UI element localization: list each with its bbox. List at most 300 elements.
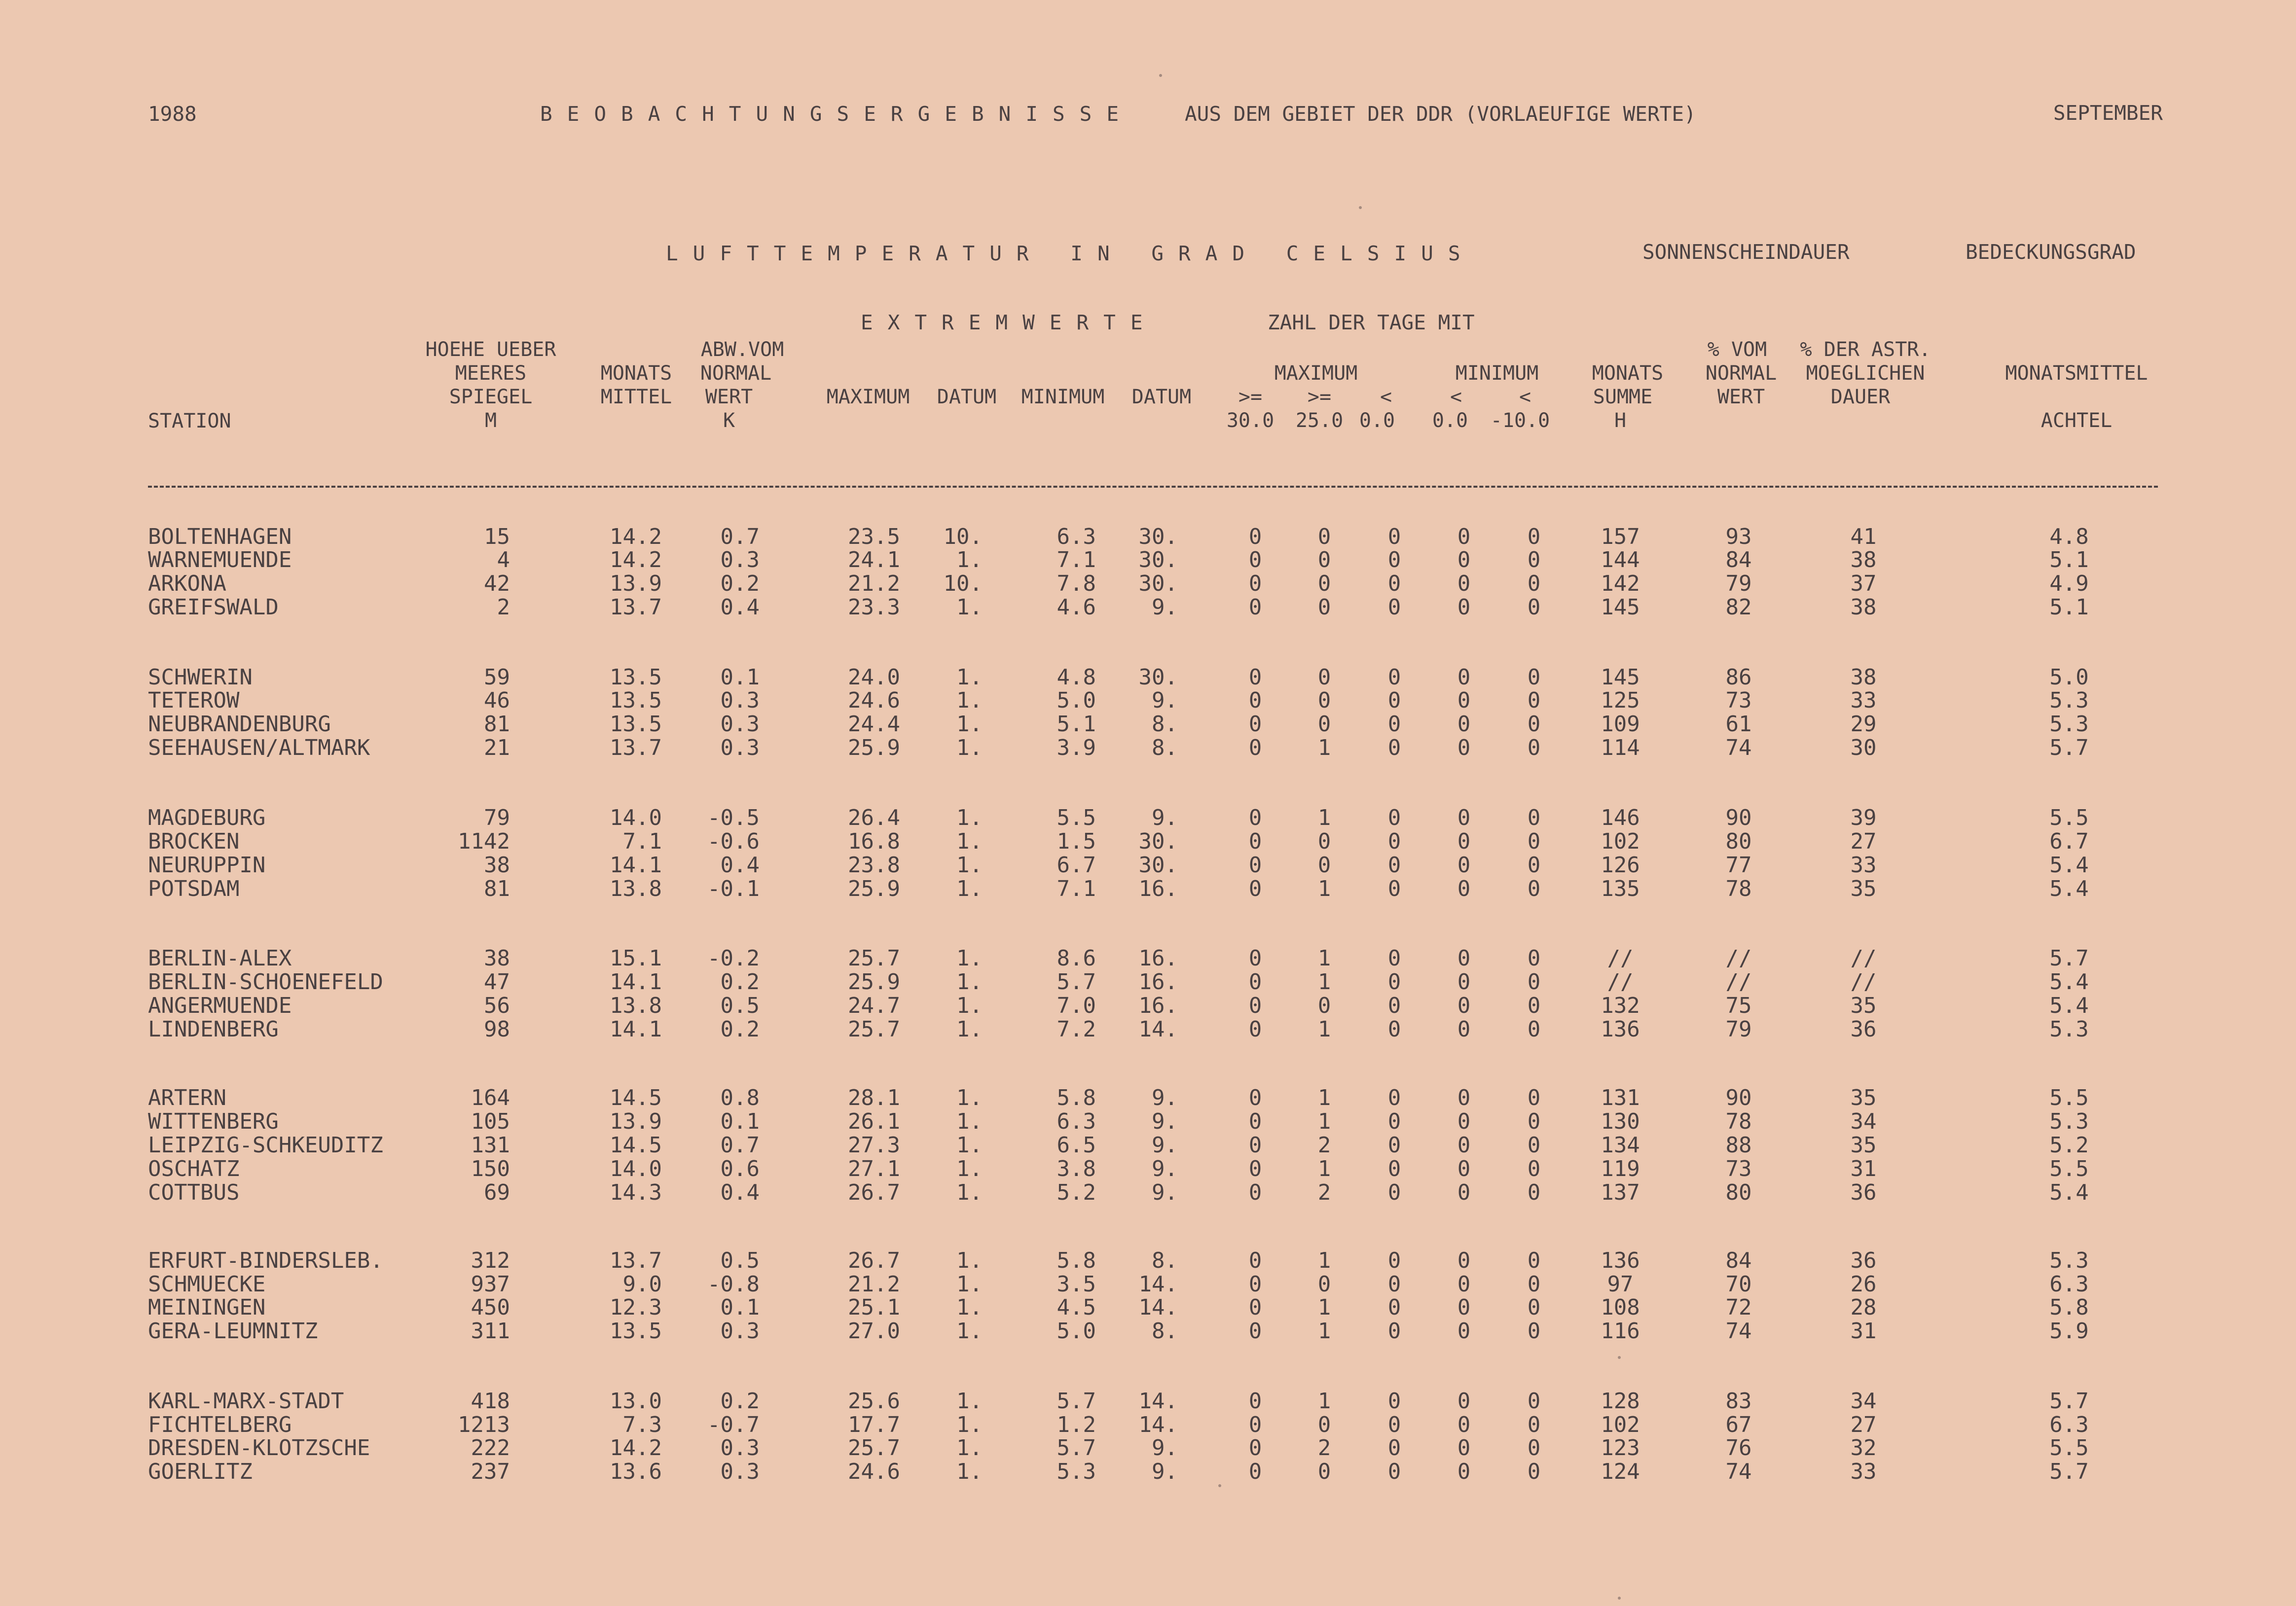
- cell-dmin: 16.: [1138, 969, 1178, 995]
- cell-t3: 0: [1387, 1389, 1401, 1414]
- cell-min: 5.7: [1057, 969, 1096, 995]
- cell-abw: 0.3: [720, 547, 760, 572]
- cell-pa: 41: [1850, 524, 1877, 549]
- cell-summe: 97: [1607, 1272, 1634, 1297]
- cell-dmax: 1.: [956, 1435, 983, 1461]
- cell-t4: 0: [1457, 1156, 1471, 1181]
- cell-t2: 0: [1317, 547, 1331, 572]
- cell-t5: 0: [1527, 853, 1541, 878]
- cell-dmin: 9.: [1152, 1109, 1178, 1134]
- cell-min: 5.7: [1057, 1435, 1096, 1461]
- cell-hoehe: 79: [484, 805, 510, 830]
- cell-pa: 32: [1850, 1435, 1877, 1461]
- cell-mittel: 14.1: [610, 1017, 662, 1042]
- cell-summe: 146: [1601, 805, 1640, 830]
- cell-t3: 0: [1387, 1017, 1401, 1042]
- cell-hoehe: 164: [471, 1085, 510, 1110]
- cell-dmin: 8.: [1152, 735, 1178, 760]
- cell-pn: 76: [1725, 1435, 1752, 1461]
- cell-bed: 5.7: [2049, 735, 2089, 760]
- cell-dmax: 1.: [956, 1272, 983, 1297]
- col-datum-min: DATUM: [1131, 386, 1192, 408]
- cell-mittel: 14.2: [610, 547, 662, 572]
- cell-t2: 1: [1317, 735, 1331, 760]
- cell-t4: 0: [1457, 993, 1471, 1018]
- cell-bed: 6.3: [2049, 1412, 2089, 1437]
- cell-abw: 0.4: [720, 853, 760, 878]
- cell-pn: 70: [1725, 1272, 1752, 1297]
- col-abw-2: NORMAL: [700, 362, 772, 385]
- cell-hoehe: 81: [484, 876, 510, 901]
- cell-t2: 1: [1317, 969, 1331, 995]
- cell-bed: 5.8: [2049, 1295, 2089, 1320]
- col-pct-normal-2: NORMAL: [1705, 362, 1777, 385]
- paper-speck: [1618, 1356, 1621, 1359]
- cell-summe: 128: [1601, 1389, 1640, 1414]
- cell-abw: 0.3: [720, 712, 760, 737]
- cell-max: 21.2: [848, 571, 900, 596]
- cell-t3: 0: [1387, 1295, 1401, 1320]
- cell-min: 5.5: [1057, 805, 1096, 830]
- cell-bed: 6.3: [2049, 1272, 2089, 1297]
- cell-dmin: 14.: [1138, 1272, 1178, 1297]
- cell-min: 1.2: [1057, 1412, 1096, 1437]
- cell-max: 28.1: [848, 1085, 900, 1110]
- cell-pn: 93: [1725, 524, 1752, 549]
- cell-dmin: 30.: [1138, 524, 1178, 549]
- cell-t1: 0: [1248, 665, 1262, 690]
- cell-dmax: 1.: [956, 1180, 983, 1205]
- cell-dmax: 1.: [956, 993, 983, 1018]
- col-tage-op-4: <: [1450, 386, 1462, 408]
- cell-pa: 30: [1850, 735, 1877, 760]
- cell-bed: 5.4: [2049, 876, 2089, 901]
- cell-abw: 0.3: [720, 1459, 760, 1484]
- cell-t4: 0: [1457, 571, 1471, 596]
- cell-hoehe: 47: [484, 969, 510, 995]
- cell-t5: 0: [1527, 876, 1541, 901]
- cell-max: 26.4: [848, 805, 900, 830]
- cell-t3: 0: [1387, 1435, 1401, 1461]
- cell-pa: 35: [1850, 993, 1877, 1018]
- cell-max: 25.9: [848, 735, 900, 760]
- cell-max: 24.0: [848, 665, 900, 690]
- cell-t4: 0: [1457, 1109, 1471, 1134]
- cell-t4: 0: [1457, 735, 1471, 760]
- cell-t4: 0: [1457, 547, 1471, 572]
- cell-summe: 102: [1601, 829, 1640, 854]
- cell-t3: 0: [1387, 688, 1401, 713]
- cell-pn: 78: [1725, 1109, 1752, 1134]
- cell-dmax: 1.: [956, 595, 983, 620]
- cell-mittel: 13.0: [610, 1389, 662, 1414]
- cell-hoehe: 42: [484, 571, 510, 596]
- cell-dmax: 1.: [956, 735, 983, 760]
- cell-bed: 5.3: [2049, 712, 2089, 737]
- cell-max: 27.0: [848, 1319, 900, 1344]
- cell-dmin: 14.: [1138, 1017, 1178, 1042]
- cell-pn: 61: [1725, 712, 1752, 737]
- cell-summe: 126: [1601, 853, 1640, 878]
- cell-t4: 0: [1457, 595, 1471, 620]
- cell-min: 1.5: [1057, 829, 1096, 854]
- cell-pn: 90: [1725, 805, 1752, 830]
- col-pct-astr-3: DAUER: [1830, 386, 1891, 408]
- cell-t2: 0: [1317, 1459, 1331, 1484]
- station-name: DRESDEN-KLOTZSCHE: [148, 1435, 370, 1461]
- cell-dmin: 8.: [1152, 712, 1178, 737]
- cell-pa: //: [1850, 969, 1877, 995]
- cell-max: 24.7: [848, 993, 900, 1018]
- cell-t5: 0: [1527, 1389, 1541, 1414]
- cell-t2: 0: [1317, 571, 1331, 596]
- cell-max: 25.9: [848, 969, 900, 995]
- cell-summe: 157: [1601, 524, 1640, 549]
- header-divider: [148, 486, 2158, 488]
- cell-hoehe: 311: [471, 1319, 510, 1344]
- paper-speck: [1359, 206, 1362, 209]
- cell-dmin: 14.: [1138, 1389, 1178, 1414]
- cell-abw: 0.2: [720, 1017, 760, 1042]
- cell-pn: 75: [1725, 993, 1752, 1018]
- cell-pa: 38: [1850, 547, 1877, 572]
- station-name: LEIPZIG-SCHKEUDITZ: [148, 1133, 383, 1158]
- cell-abw: 0.5: [720, 1248, 760, 1273]
- cell-mittel: 14.1: [610, 853, 662, 878]
- cell-t2: 1: [1317, 1156, 1331, 1181]
- col-tage-minimum: MINIMUM: [1455, 362, 1539, 385]
- cell-summe: 114: [1601, 735, 1640, 760]
- station-name: SEEHAUSEN/ALTMARK: [148, 735, 370, 760]
- cell-pn: 79: [1725, 571, 1752, 596]
- cell-bed: 5.0: [2049, 665, 2089, 690]
- month: SEPTEMBER: [2053, 101, 2163, 125]
- col-abw-1: ABW.VOM: [700, 338, 784, 361]
- cell-t4: 0: [1457, 524, 1471, 549]
- cell-mittel: 15.1: [610, 946, 662, 971]
- cell-hoehe: 937: [471, 1272, 510, 1297]
- cell-bed: 4.9: [2049, 571, 2089, 596]
- cell-abw: -0.8: [707, 1272, 760, 1297]
- cell-hoehe: 312: [471, 1248, 510, 1273]
- cell-pn: 77: [1725, 853, 1752, 878]
- cell-t2: 2: [1317, 1133, 1331, 1158]
- cell-t3: 0: [1387, 1459, 1401, 1484]
- cell-mittel: 13.7: [610, 1248, 662, 1273]
- cell-t3: 0: [1387, 1133, 1401, 1158]
- cell-dmax: 1.: [956, 946, 983, 971]
- cell-t2: 1: [1317, 946, 1331, 971]
- cell-t5: 0: [1527, 595, 1541, 620]
- cell-pn: 74: [1725, 1459, 1752, 1484]
- cell-hoehe: 98: [484, 1017, 510, 1042]
- document-title: BEOBACHTUNGSERGEBNISSE: [540, 102, 1134, 126]
- cell-mittel: 13.7: [610, 735, 662, 760]
- station-name: ARTERN: [148, 1085, 226, 1110]
- cell-pa: 33: [1850, 1459, 1877, 1484]
- section-bedeckung: BEDECKUNGSGRAD: [1966, 240, 2136, 264]
- cell-dmin: 9.: [1152, 805, 1178, 830]
- station-name: LINDENBERG: [148, 1017, 279, 1042]
- cell-t3: 0: [1387, 524, 1401, 549]
- cell-t5: 0: [1527, 1017, 1541, 1042]
- cell-abw: 0.7: [720, 1133, 760, 1158]
- cell-dmin: 16.: [1138, 993, 1178, 1018]
- cell-hoehe: 38: [484, 946, 510, 971]
- cell-hoehe: 237: [471, 1459, 510, 1484]
- cell-t5: 0: [1527, 1156, 1541, 1181]
- cell-summe: 108: [1601, 1295, 1640, 1320]
- cell-t1: 0: [1248, 1133, 1262, 1158]
- cell-mittel: 14.2: [610, 524, 662, 549]
- station-name: OSCHATZ: [148, 1156, 240, 1181]
- cell-hoehe: 450: [471, 1295, 510, 1320]
- cell-t1: 0: [1248, 946, 1262, 971]
- cell-max: 24.6: [848, 1459, 900, 1484]
- cell-dmin: 9.: [1152, 1156, 1178, 1181]
- cell-abw: 0.1: [720, 1109, 760, 1134]
- cell-abw: 0.7: [720, 524, 760, 549]
- cell-hoehe: 56: [484, 993, 510, 1018]
- cell-dmin: 9.: [1152, 688, 1178, 713]
- cell-min: 7.0: [1057, 993, 1096, 1018]
- cell-mittel: 14.1: [610, 969, 662, 995]
- cell-summe: //: [1607, 969, 1634, 995]
- cell-bed: 5.5: [2049, 1435, 2089, 1461]
- cell-t3: 0: [1387, 1156, 1401, 1181]
- col-bedeckung-2: ACHTEL: [2041, 409, 2113, 432]
- cell-min: 6.5: [1057, 1133, 1096, 1158]
- cell-mittel: 13.7: [610, 595, 662, 620]
- paper-speck: [1618, 1597, 1621, 1600]
- cell-hoehe: 2: [497, 595, 510, 620]
- cell-t2: 0: [1317, 993, 1331, 1018]
- cell-mittel: 9.0: [622, 1272, 662, 1297]
- cell-max: 25.7: [848, 1017, 900, 1042]
- cell-dmin: 30.: [1138, 571, 1178, 596]
- cell-bed: 5.5: [2049, 1085, 2089, 1110]
- section-extremwerte: EXTREMWERTE: [861, 311, 1158, 334]
- cell-t4: 0: [1457, 1435, 1471, 1461]
- cell-summe: 145: [1601, 665, 1640, 690]
- cell-t2: 0: [1317, 688, 1331, 713]
- cell-summe: 136: [1601, 1248, 1640, 1273]
- col-mittel-1: MONATS: [600, 362, 672, 385]
- cell-max: 21.2: [848, 1272, 900, 1297]
- station-name: BERLIN-ALEX: [148, 946, 292, 971]
- cell-t2: 1: [1317, 1017, 1331, 1042]
- cell-t1: 0: [1248, 1459, 1262, 1484]
- cell-t2: 0: [1317, 665, 1331, 690]
- cell-dmax: 1.: [956, 665, 983, 690]
- cell-t5: 0: [1527, 1412, 1541, 1437]
- cell-pn: 83: [1725, 1389, 1752, 1414]
- station-name: GERA-LEUMNITZ: [148, 1319, 318, 1344]
- cell-t4: 0: [1457, 969, 1471, 995]
- cell-t2: 0: [1317, 712, 1331, 737]
- cell-dmax: 1.: [956, 547, 983, 572]
- cell-t5: 0: [1527, 524, 1541, 549]
- cell-t1: 0: [1248, 1295, 1262, 1320]
- cell-t2: 1: [1317, 805, 1331, 830]
- cell-t1: 0: [1248, 1248, 1262, 1273]
- cell-t3: 0: [1387, 1248, 1401, 1273]
- cell-min: 3.9: [1057, 735, 1096, 760]
- station-name: SCHMUECKE: [148, 1272, 266, 1297]
- cell-min: 4.6: [1057, 595, 1096, 620]
- col-tage-maximum: MAXIMUM: [1274, 362, 1358, 385]
- cell-mittel: 13.8: [610, 876, 662, 901]
- cell-mittel: 13.5: [610, 688, 662, 713]
- cell-hoehe: 46: [484, 688, 510, 713]
- cell-mittel: 13.6: [610, 1459, 662, 1484]
- cell-max: 23.5: [848, 524, 900, 549]
- cell-min: 6.3: [1057, 1109, 1096, 1134]
- col-pct-normal-3: WERT: [1717, 386, 1765, 408]
- cell-pa: 27: [1850, 829, 1877, 854]
- cell-pn: 80: [1725, 1180, 1752, 1205]
- cell-min: 5.0: [1057, 1319, 1096, 1344]
- cell-t1: 0: [1248, 712, 1262, 737]
- cell-pa: 38: [1850, 595, 1877, 620]
- cell-bed: 5.3: [2049, 1017, 2089, 1042]
- cell-min: 8.6: [1057, 946, 1096, 971]
- col-hoehe-2: MEERES: [455, 362, 527, 385]
- cell-max: 16.8: [848, 829, 900, 854]
- cell-hoehe: 150: [471, 1156, 510, 1181]
- cell-t4: 0: [1457, 1085, 1471, 1110]
- cell-bed: 5.9: [2049, 1319, 2089, 1344]
- cell-dmax: 1.: [956, 1017, 983, 1042]
- cell-abw: 0.8: [720, 1085, 760, 1110]
- cell-mittel: 13.9: [610, 1109, 662, 1134]
- cell-t3: 0: [1387, 876, 1401, 901]
- cell-pn: //: [1725, 946, 1752, 971]
- cell-mittel: 14.2: [610, 1435, 662, 1461]
- cell-min: 4.8: [1057, 665, 1096, 690]
- cell-dmax: 10.: [943, 524, 983, 549]
- cell-dmin: 9.: [1152, 595, 1178, 620]
- cell-t3: 0: [1387, 1412, 1401, 1437]
- col-pct-normal-1: % VOM: [1707, 338, 1767, 361]
- cell-dmax: 1.: [956, 1248, 983, 1273]
- cell-summe: 131: [1601, 1085, 1640, 1110]
- cell-t4: 0: [1457, 853, 1471, 878]
- cell-pa: 36: [1850, 1180, 1877, 1205]
- cell-max: 24.6: [848, 688, 900, 713]
- section-sonnenschein: SONNENSCHEINDAUER: [1642, 240, 1850, 264]
- cell-mittel: 7.3: [622, 1412, 662, 1437]
- station-name: GOERLITZ: [148, 1459, 253, 1484]
- cell-hoehe: 38: [484, 853, 510, 878]
- cell-t3: 0: [1387, 1180, 1401, 1205]
- col-tage-op-5: <: [1519, 386, 1531, 408]
- cell-t3: 0: [1387, 595, 1401, 620]
- cell-dmin: 16.: [1138, 876, 1178, 901]
- cell-t5: 0: [1527, 665, 1541, 690]
- section-zahl-der-tage: ZAHL DER TAGE MIT: [1268, 311, 1475, 334]
- cell-t3: 0: [1387, 571, 1401, 596]
- cell-dmin: 9.: [1152, 1435, 1178, 1461]
- station-name: MAGDEBURG: [148, 805, 266, 830]
- cell-dmax: 1.: [956, 1389, 983, 1414]
- cell-min: 7.2: [1057, 1017, 1096, 1042]
- cell-t1: 0: [1248, 1319, 1262, 1344]
- col-tage-val-3: 0.0: [1359, 409, 1395, 432]
- cell-max: 24.1: [848, 547, 900, 572]
- cell-t2: 1: [1317, 1248, 1331, 1273]
- cell-dmax: 1.: [956, 1133, 983, 1158]
- cell-abw: 0.2: [720, 969, 760, 995]
- cell-abw: 0.6: [720, 1156, 760, 1181]
- cell-mittel: 7.1: [622, 829, 662, 854]
- cell-t1: 0: [1248, 1180, 1262, 1205]
- cell-t5: 0: [1527, 735, 1541, 760]
- cell-abw: 0.5: [720, 993, 760, 1018]
- cell-pa: 31: [1850, 1319, 1877, 1344]
- col-mittel-2: MITTEL: [600, 386, 672, 408]
- cell-t1: 0: [1248, 1272, 1262, 1297]
- cell-dmax: 1.: [956, 969, 983, 995]
- cell-summe: 144: [1601, 547, 1640, 572]
- cell-pa: 35: [1850, 1133, 1877, 1158]
- cell-bed: 6.7: [2049, 829, 2089, 854]
- cell-pn: 82: [1725, 595, 1752, 620]
- col-station: STATION: [148, 410, 231, 432]
- cell-t3: 0: [1387, 1319, 1401, 1344]
- station-name: NEUBRANDENBURG: [148, 712, 331, 737]
- cell-t1: 0: [1248, 829, 1262, 854]
- cell-min: 5.8: [1057, 1248, 1096, 1273]
- cell-dmin: 14.: [1138, 1412, 1178, 1437]
- col-tage-val-2: 25.0: [1295, 409, 1344, 432]
- cell-t5: 0: [1527, 1248, 1541, 1273]
- cell-t5: 0: [1527, 1133, 1541, 1158]
- cell-t4: 0: [1457, 1459, 1471, 1484]
- cell-summe: 119: [1601, 1156, 1640, 1181]
- cell-t2: 2: [1317, 1435, 1331, 1461]
- cell-pn: 86: [1725, 665, 1752, 690]
- cell-bed: 4.8: [2049, 524, 2089, 549]
- col-tage-op-3: <: [1380, 386, 1392, 408]
- cell-bed: 5.7: [2049, 1459, 2089, 1484]
- cell-dmax: 1.: [956, 1459, 983, 1484]
- cell-pn: 88: [1725, 1133, 1752, 1158]
- cell-min: 5.7: [1057, 1389, 1096, 1414]
- cell-abw: 0.3: [720, 1319, 760, 1344]
- cell-t1: 0: [1248, 688, 1262, 713]
- cell-abw: 0.3: [720, 688, 760, 713]
- cell-t2: 1: [1317, 1109, 1331, 1134]
- cell-pn: 84: [1725, 1248, 1752, 1273]
- cell-bed: 5.5: [2049, 1156, 2089, 1181]
- station-name: FICHTELBERG: [148, 1412, 292, 1437]
- cell-t1: 0: [1248, 547, 1262, 572]
- cell-t1: 0: [1248, 853, 1262, 878]
- cell-dmax: 1.: [956, 805, 983, 830]
- cell-t4: 0: [1457, 1180, 1471, 1205]
- cell-max: 23.8: [848, 853, 900, 878]
- station-name: GREIFSWALD: [148, 595, 279, 620]
- cell-t5: 0: [1527, 1109, 1541, 1134]
- cell-pa: 31: [1850, 1156, 1877, 1181]
- cell-t5: 0: [1527, 1295, 1541, 1320]
- cell-hoehe: 69: [484, 1180, 510, 1205]
- cell-t3: 0: [1387, 665, 1401, 690]
- cell-pn: 73: [1725, 1156, 1752, 1181]
- cell-t5: 0: [1527, 1180, 1541, 1205]
- cell-min: 5.0: [1057, 688, 1096, 713]
